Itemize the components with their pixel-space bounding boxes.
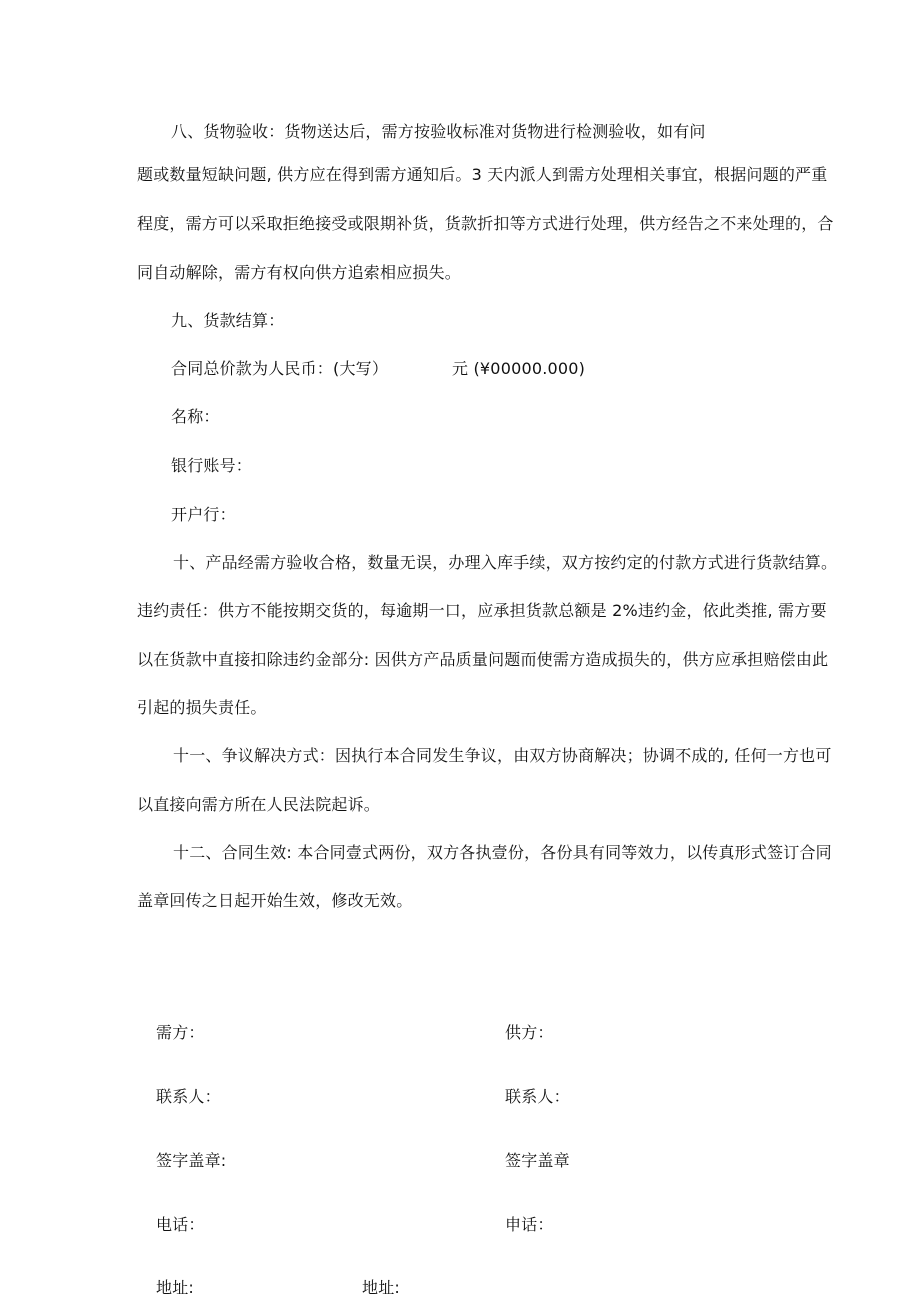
clause-12-line-1: 十二、合同生效: 本合同壹式两份，双方各执壹份，各份具有同等效力，以传真形式签订合同 bbox=[173, 843, 832, 862]
clause-9-heading: 九、货款结算： bbox=[171, 311, 285, 330]
payee-name-label: 名称： bbox=[171, 407, 220, 426]
bank-account-label: 银行账号： bbox=[171, 456, 253, 475]
buyer-phone-label: 电话： bbox=[156, 1215, 205, 1234]
bank-name-label: 开户行： bbox=[171, 505, 236, 524]
amount-value: 元 (¥00000.000) bbox=[452, 359, 586, 378]
clause-10-line-4: 引起的损失责任。 bbox=[137, 698, 267, 717]
amount-label: 合同总价款为人民币：(大写） bbox=[171, 359, 389, 378]
clause-10-line-2: 违约责任：供方不能按期交货的，每逾期一口，应承担货款总额是 2%违约金，依此类推, 需方要 bbox=[137, 601, 827, 620]
supplier-party-label: 供方： bbox=[505, 1023, 554, 1042]
supplier-phone-label: 申话： bbox=[505, 1215, 554, 1234]
clause-8-line-3: 程度，需方可以采取拒绝接受或限期补货，货款折扣等方式进行处理，供方经告之不来处理的，合 bbox=[137, 214, 834, 233]
buyer-contact-label: 联系人： bbox=[156, 1087, 221, 1106]
buyer-party-label: 需方： bbox=[156, 1023, 205, 1042]
supplier-address-label: 地址: bbox=[362, 1278, 400, 1297]
clause-11-line-1: 十一、争议解决方式：因执行本合同发生争议，由双方协商解决；协调不成的, 任何一方也可 bbox=[173, 746, 832, 765]
supplier-sign-label: 签字盖章 bbox=[505, 1151, 570, 1170]
buyer-sign-label: 签字盖章: bbox=[156, 1151, 227, 1170]
clause-8-line-4: 同自动解除，需方有权向供方追索相应损失。 bbox=[137, 263, 462, 282]
supplier-contact-label: 联系人： bbox=[505, 1087, 570, 1106]
clause-10-line-3: 以在货款中直接扣除违约金部分: 因供方产品质量问题而使需方造成损失的，供方应承担赔偿由此 bbox=[137, 650, 829, 669]
buyer-address-label: 地址: bbox=[156, 1278, 194, 1297]
clause-8-line-2: 题或数量短缺问题, 供方应在得到需方通知后。3 天内派人到需方处理相关事宜，根据问题的严重 bbox=[137, 165, 828, 184]
clause-10-line-1: 十、产品经需方验收合格，数量无误，办理入库手续，双方按约定的付款方式进行货款结算。 bbox=[173, 553, 838, 572]
clause-12-line-2: 盖章回传之日起开始生效，修改无效。 bbox=[137, 891, 413, 910]
clause-11-line-2: 以直接向需方所在人民法院起诉。 bbox=[137, 795, 381, 814]
clause-8-line-1: 八、货物验收：货物送达后，需方按验收标准对货物进行检测验收，如有问 bbox=[171, 122, 706, 141]
